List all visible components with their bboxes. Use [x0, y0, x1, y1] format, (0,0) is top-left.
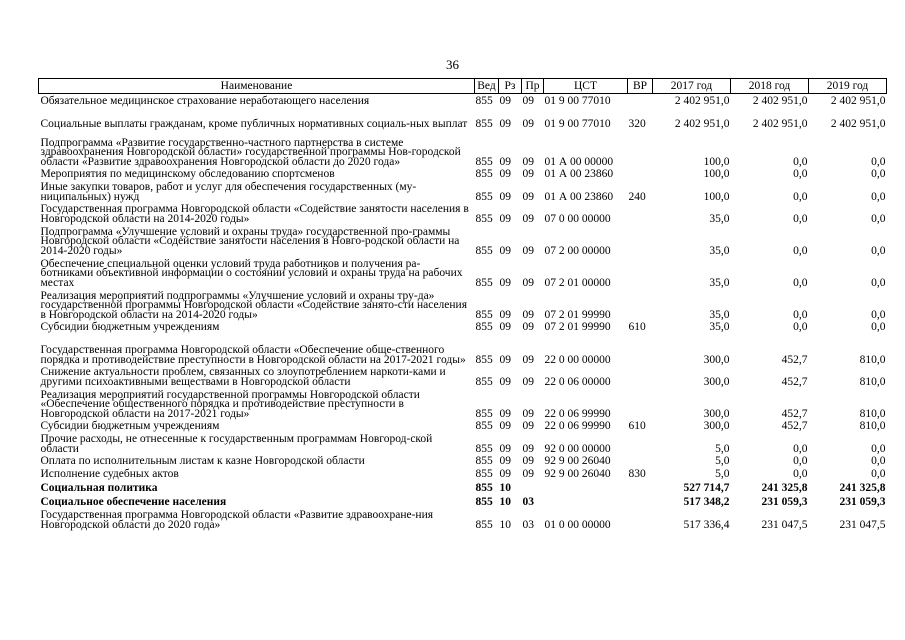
cell-y2018: 0,0 — [793, 155, 808, 168]
cell-rz: 09 — [499, 155, 511, 168]
cell-cst: 07 2 01 99990 — [544, 308, 611, 321]
cell-y2017: 35,0 — [709, 244, 730, 257]
page-number: 36 — [446, 57, 459, 72]
cell-name: Реализация мероприятий подпрограммы «Улучшение условий и охраны тру-да» государственной программы Новгородской области «Содействие занято-сти населения в Новгородской области на 2014-2020 годы» — [40, 289, 467, 321]
cell-pr: 09 — [522, 244, 534, 257]
cell-y2019: 0,0 — [871, 244, 886, 257]
cell-ved: 855 — [475, 353, 493, 366]
cell-vr — [628, 202, 653, 224]
cell-vr — [628, 387, 653, 419]
cell-cst — [544, 480, 628, 494]
cell-ved: 855 — [475, 442, 493, 455]
cell-pr: 09 — [522, 442, 534, 455]
cell-vr — [628, 224, 653, 256]
cell-rz: 09 — [499, 321, 511, 333]
cell-y2019: 231 059,3 — [839, 496, 886, 508]
table-row — [39, 419, 887, 432]
cell-vr: 610 — [628, 321, 646, 333]
cell-name: Иные закупки товаров, работ и услуг для обеспечения государственных (му-ниципальных) нужд — [40, 181, 417, 203]
cell-cst: 01 А 00 23860 — [544, 190, 614, 203]
cell-vr: 830 — [628, 468, 646, 480]
cell-y2018: 231 047,5 — [761, 518, 808, 531]
cell-name: Обязательное медицинское страхование неработающего населения — [40, 95, 370, 107]
cell-cst: 92 0 00 00000 — [544, 442, 611, 455]
cell-ved: 855 — [475, 168, 493, 180]
cell-pr: 09 — [522, 117, 534, 130]
cell-y2018: 0,0 — [793, 455, 808, 467]
cell-y2017: 100,0 — [703, 190, 730, 203]
table-row — [39, 467, 887, 480]
cell-vr — [628, 494, 653, 508]
cell-y2017: 300,0 — [703, 420, 730, 432]
cell-y2017: 35,0 — [709, 308, 730, 321]
cell-y2017: 2 402 951,0 — [674, 95, 730, 107]
table-row — [39, 180, 887, 202]
cell-y2017: 517 348,2 — [683, 496, 730, 508]
cell-vr — [628, 167, 653, 180]
cell-y2017: 300,0 — [703, 375, 730, 388]
header-2018: 2018 год — [731, 79, 809, 94]
cell-cst: 07 0 00 00000 — [544, 212, 611, 225]
cell-rz: 09 — [499, 168, 511, 180]
header-cst: ЦСТ — [544, 79, 628, 94]
cell-name: Государственная программа Новгородской области «Содействие занятости населения в Новгородской области на 2014-2020 годы» — [40, 203, 469, 225]
cell-ved: 855 — [475, 375, 493, 388]
cell-y2017: 5,0 — [715, 442, 730, 455]
table-row — [39, 320, 887, 333]
table-row — [39, 365, 887, 387]
cell-vr — [628, 333, 653, 365]
cell-ved: 855 — [475, 276, 493, 289]
cell-cst: 22 0 06 99990 — [544, 407, 611, 420]
table-row — [39, 107, 887, 129]
table-row — [39, 480, 887, 494]
cell-y2019: 0,0 — [871, 442, 886, 455]
cell-y2017: 527 714,7 — [683, 482, 730, 494]
cell-name: Подпрограмма «Развитие государственно-частного партнерства в системе здравоохранения Новгородской области» государственной программы Нов-городской области «Развитие здравоохранения Новгородской области до 2020 года» — [40, 136, 461, 168]
cell-y2018: 0,0 — [793, 244, 808, 257]
cell-y2019: 0,0 — [871, 308, 886, 321]
cell-y2019: 0,0 — [871, 321, 886, 333]
cell-vr — [628, 256, 653, 288]
cell-y2019: 810,0 — [859, 420, 886, 432]
cell-rz: 10 — [499, 482, 511, 494]
cell-ved: 855 — [475, 117, 493, 130]
budget-table — [38, 78, 887, 530]
cell-pr: 03 — [522, 496, 534, 508]
cell-ved: 855 — [475, 468, 493, 480]
cell-y2017: 35,0 — [709, 321, 730, 333]
cell-pr: 09 — [522, 407, 534, 420]
cell-pr: 09 — [522, 276, 534, 289]
cell-y2017: 300,0 — [703, 407, 730, 420]
table-header-row — [39, 79, 887, 94]
cell-y2019: 810,0 — [859, 353, 886, 366]
cell-name: Субсидии бюджетным учреждениям — [40, 420, 220, 432]
cell-name: Подпрограмма «Улучшение условий и охраны труда» государственной про-граммы Новгородской области «Содействие занятости населения в Новго-родской области на 2014-2020 годы» — [40, 225, 460, 257]
cell-y2017: 2 402 951,0 — [674, 117, 730, 130]
cell-y2017: 35,0 — [709, 212, 730, 225]
cell-y2019: 0,0 — [871, 276, 886, 289]
cell-y2019: 2 402 951,0 — [830, 117, 886, 130]
table-row — [39, 494, 887, 508]
cell-y2019: 0,0 — [871, 190, 886, 203]
cell-ved: 855 — [475, 455, 493, 467]
cell-cst: 01 А 00 00000 — [544, 155, 614, 168]
table-row — [39, 94, 887, 108]
cell-pr: 09 — [522, 155, 534, 168]
cell-pr: 09 — [522, 468, 534, 480]
cell-ved: 855 — [475, 496, 493, 508]
table-row — [39, 202, 887, 224]
cell-pr: 03 — [522, 518, 534, 531]
cell-pr: 09 — [522, 308, 534, 321]
cell-rz: 10 — [499, 496, 511, 508]
cell-ved: 855 — [475, 321, 493, 333]
cell-rz: 09 — [499, 244, 511, 257]
cell-rz: 09 — [499, 468, 511, 480]
cell-y2017: 5,0 — [715, 455, 730, 467]
cell-y2018: 0,0 — [793, 168, 808, 180]
cell-y2018: 452,7 — [781, 353, 808, 366]
cell-y2017: 300,0 — [703, 353, 730, 366]
cell-y2019: 231 047,5 — [839, 518, 886, 531]
cell-y2019: 810,0 — [859, 407, 886, 420]
cell-y2018: 0,0 — [793, 442, 808, 455]
table-row — [39, 508, 887, 530]
cell-cst: 01 9 00 77010 — [544, 117, 611, 130]
cell-vr — [628, 508, 653, 530]
cell-vr — [628, 432, 653, 454]
cell-y2019: 810,0 — [859, 375, 886, 388]
cell-vr — [628, 129, 653, 167]
cell-pr: 09 — [522, 353, 534, 366]
cell-y2018: 241 325,8 — [761, 482, 808, 494]
cell-y2019: 0,0 — [871, 455, 886, 467]
cell-rz: 09 — [499, 308, 511, 321]
cell-vr: 240 — [628, 190, 646, 203]
table-row — [39, 224, 887, 256]
cell-y2019: 0,0 — [871, 155, 886, 168]
cell-ved: 855 — [475, 308, 493, 321]
cell-pr: 09 — [522, 95, 534, 107]
cell-y2018: 0,0 — [793, 190, 808, 203]
table-row — [39, 432, 887, 454]
cell-rz: 09 — [499, 117, 511, 130]
cell-cst — [544, 494, 628, 508]
table-row — [39, 454, 887, 467]
cell-name: Прочие расходы, не отнесенные к государственным программам Новгород-ской области — [40, 433, 433, 455]
cell-vr — [628, 288, 653, 320]
cell-rz: 09 — [499, 407, 511, 420]
cell-rz: 09 — [499, 95, 511, 107]
header-2017: 2017 год — [653, 79, 731, 94]
cell-name: Субсидии бюджетным учреждениям — [40, 321, 220, 333]
cell-ved: 855 — [475, 95, 493, 107]
cell-pr: 09 — [522, 455, 534, 467]
cell-ved: 855 — [475, 244, 493, 257]
cell-y2017: 517 336,4 — [683, 518, 730, 531]
cell-ved: 855 — [475, 212, 493, 225]
cell-cst: 07 2 01 99990 — [544, 321, 611, 333]
cell-pr: 09 — [522, 212, 534, 225]
cell-y2017: 35,0 — [709, 276, 730, 289]
cell-y2018: 2 402 951,0 — [752, 95, 808, 107]
cell-rz: 10 — [499, 518, 511, 531]
cell-pr: 09 — [522, 321, 534, 333]
cell-name: Социальные выплаты гражданам, кроме публичных нормативных социаль-ных выплат — [40, 117, 468, 130]
table-row — [39, 256, 887, 288]
cell-pr: 09 — [522, 420, 534, 432]
cell-vr — [628, 365, 653, 387]
cell-ved: 855 — [475, 155, 493, 168]
cell-vr: 320 — [628, 117, 646, 130]
cell-cst: 22 0 06 00000 — [544, 375, 611, 388]
cell-y2019: 0,0 — [871, 468, 886, 480]
cell-y2018: 231 059,3 — [761, 496, 808, 508]
cell-cst: 22 0 06 99990 — [544, 420, 611, 432]
cell-rz: 09 — [499, 420, 511, 432]
cell-name: Государственная программа Новгородской области «Развитие здравоохране-ния Новгородской области до 2020 года» — [40, 509, 434, 531]
cell-name: Социальная политика — [40, 482, 158, 494]
cell-rz: 09 — [499, 375, 511, 388]
cell-rz: 09 — [499, 190, 511, 203]
cell-y2017: 100,0 — [703, 155, 730, 168]
cell-name: Реализация мероприятий государственной программы Новгородской области «Обеспечение общественного порядка и противодействие преступности в Новгородской области на 2017-2021 годы» — [40, 388, 420, 420]
cell-name: Оплата по исполнительным листам к казне Новгородской области — [40, 455, 365, 467]
cell-cst: 01 9 00 77010 — [544, 95, 611, 107]
cell-y2019: 241 325,8 — [839, 482, 886, 494]
cell-y2018: 2 402 951,0 — [752, 117, 808, 130]
header-2019: 2019 год — [809, 79, 887, 94]
cell-name: Мероприятия по медицинскому обследованию спортсменов — [40, 168, 335, 180]
cell-name: Исполнение судебных актов — [40, 468, 179, 480]
table-row — [39, 288, 887, 320]
header-name: Наименование — [39, 79, 475, 94]
cell-pr: 09 — [522, 375, 534, 388]
cell-ved: 855 — [475, 190, 493, 203]
table-row — [39, 387, 887, 419]
cell-rz: 09 — [499, 276, 511, 289]
cell-cst: 92 9 00 26040 — [544, 468, 611, 480]
cell-name: Снижение актуальности проблем, связанных со злоупотреблением наркоти-ками и другими психоактивными веществами в Новгородской области — [40, 366, 446, 388]
cell-vr: 610 — [628, 420, 646, 432]
cell-rz: 09 — [499, 212, 511, 225]
cell-y2019: 0,0 — [871, 212, 886, 225]
header-vr: ВР — [628, 79, 653, 94]
cell-rz: 09 — [499, 442, 511, 455]
cell-y2018: 0,0 — [793, 276, 808, 289]
cell-ved: 855 — [475, 407, 493, 420]
cell-cst: 22 0 00 00000 — [544, 353, 611, 366]
cell-vr — [628, 94, 653, 108]
table-body — [39, 94, 887, 531]
cell-ved: 855 — [475, 518, 493, 531]
cell-pr — [522, 480, 544, 494]
cell-y2017: 100,0 — [703, 168, 730, 180]
cell-cst: 07 2 00 00000 — [544, 244, 611, 257]
cell-name: Социальное обеспечение населения — [40, 496, 227, 508]
cell-pr: 09 — [522, 190, 534, 203]
cell-y2018: 0,0 — [793, 468, 808, 480]
cell-y2018: 0,0 — [793, 308, 808, 321]
header-rz: Рз — [499, 79, 522, 94]
cell-name: Обеспечение специальной оценки условий труда работников и получения ра-ботниками объективной информации о состоянии условий и охраны труда на рабочих местах — [40, 257, 463, 289]
cell-cst: 92 9 00 26040 — [544, 455, 611, 467]
header-ved: Вед — [475, 79, 499, 94]
cell-vr — [628, 480, 653, 494]
cell-y2018: 0,0 — [793, 321, 808, 333]
cell-vr — [628, 454, 653, 467]
cell-ved: 855 — [475, 420, 493, 432]
cell-y2019: 0,0 — [871, 168, 886, 180]
header-pr: Пр — [522, 79, 544, 94]
cell-y2018: 452,7 — [781, 407, 808, 420]
cell-y2019: 2 402 951,0 — [830, 95, 886, 107]
cell-y2018: 0,0 — [793, 212, 808, 225]
cell-y2018: 452,7 — [781, 420, 808, 432]
cell-rz: 09 — [499, 353, 511, 366]
cell-cst: 01 0 00 00000 — [544, 518, 611, 531]
cell-ved: 855 — [475, 482, 493, 494]
cell-y2017: 5,0 — [715, 468, 730, 480]
table-row — [39, 167, 887, 180]
table-row — [39, 333, 887, 365]
cell-cst: 07 2 01 00000 — [544, 276, 611, 289]
cell-rz: 09 — [499, 455, 511, 467]
cell-cst: 01 А 00 23860 — [544, 168, 614, 180]
cell-pr: 09 — [522, 168, 534, 180]
cell-name: Государственная программа Новгородской области «Обеспечение обще-ственного порядка и противодействие преступности в Новгородской области на 2017-2021 годы» — [40, 344, 466, 366]
table-row — [39, 129, 887, 167]
cell-y2018: 452,7 — [781, 375, 808, 388]
